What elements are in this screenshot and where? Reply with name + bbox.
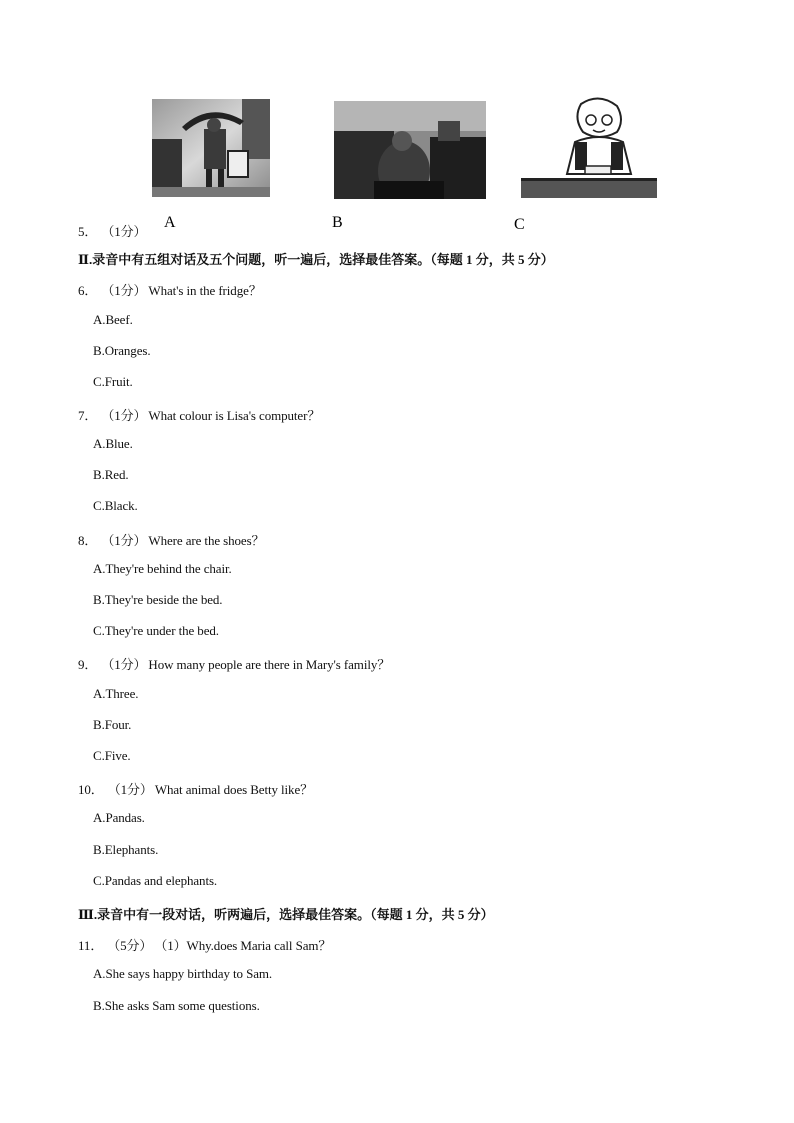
question-points: （1分）	[101, 283, 147, 298]
option-b: B.Elephants.	[93, 842, 159, 857]
option-c: C.They're under the bed.	[93, 623, 219, 638]
question-number: 11．	[78, 938, 104, 953]
question-10	[78, 779, 313, 798]
picture-c-label: C	[514, 216, 525, 233]
question-points: （1分）	[107, 782, 153, 797]
question-number: 9．	[78, 657, 98, 672]
question-6	[78, 280, 262, 299]
picture-c	[519, 96, 659, 202]
option-c: C.Fruit.	[93, 374, 133, 389]
question-text: Where are the shoes？	[148, 533, 265, 548]
question-points: （1分）	[101, 408, 147, 423]
picture-a	[152, 99, 270, 197]
option-a: A.She says happy birthday to Sam.	[93, 966, 273, 981]
question-number: 8．	[78, 533, 98, 548]
option-c: C.Pandas and elephants.	[93, 873, 218, 888]
question-points: （5分）	[107, 938, 153, 953]
option-b: B.Four.	[93, 717, 132, 732]
option-a: A.Blue.	[93, 436, 133, 451]
option-c: C.Black.	[93, 498, 138, 513]
question-points: （1分）	[101, 657, 147, 672]
question-number: 6．	[78, 283, 98, 298]
question-11	[78, 935, 331, 954]
question-text: What's in the fridge？	[148, 283, 262, 298]
question-5	[78, 221, 148, 240]
section-3-heading: Ⅲ.录音中有一段对话，听两遍后，选择最佳答案。（每题 1 分，共 5 分）	[78, 907, 494, 922]
option-a: A.Beef.	[93, 312, 133, 327]
question-text: How many people are there in Mary's family？	[148, 657, 391, 672]
option-c: C.Five.	[93, 748, 131, 763]
option-a: A.They're behind the chair.	[93, 561, 232, 576]
picture-b	[334, 101, 486, 199]
question-number: 10．	[78, 782, 104, 797]
question-9	[78, 654, 390, 673]
section-2-heading: Ⅱ.录音中有五组对话及五个问题，听一遍后，选择最佳答案。（每题 1 分，共 5 分）	[78, 252, 554, 267]
option-a: A.Three.	[93, 686, 139, 701]
question-7	[78, 405, 320, 424]
picture-a-label: A	[164, 214, 176, 231]
question-text: What colour is Lisa's computer？	[148, 408, 321, 423]
question-number: 5．	[78, 224, 98, 239]
question-text: What animal does Betty like？	[154, 782, 314, 797]
option-b: B.They're beside the bed.	[93, 592, 223, 607]
question-8	[78, 530, 264, 549]
question-number: 7．	[78, 408, 98, 423]
option-b: B.She asks Sam some questions.	[93, 998, 260, 1013]
question-text: （1）Why.does Maria call Sam？	[154, 938, 332, 953]
option-b: B.Red.	[93, 467, 129, 482]
option-b: B.Oranges.	[93, 343, 151, 358]
option-a: A.Pandas.	[93, 810, 145, 825]
question-points: （1分）	[101, 533, 147, 548]
picture-b-label: B	[332, 214, 343, 231]
question-points: （1分）	[101, 224, 147, 239]
